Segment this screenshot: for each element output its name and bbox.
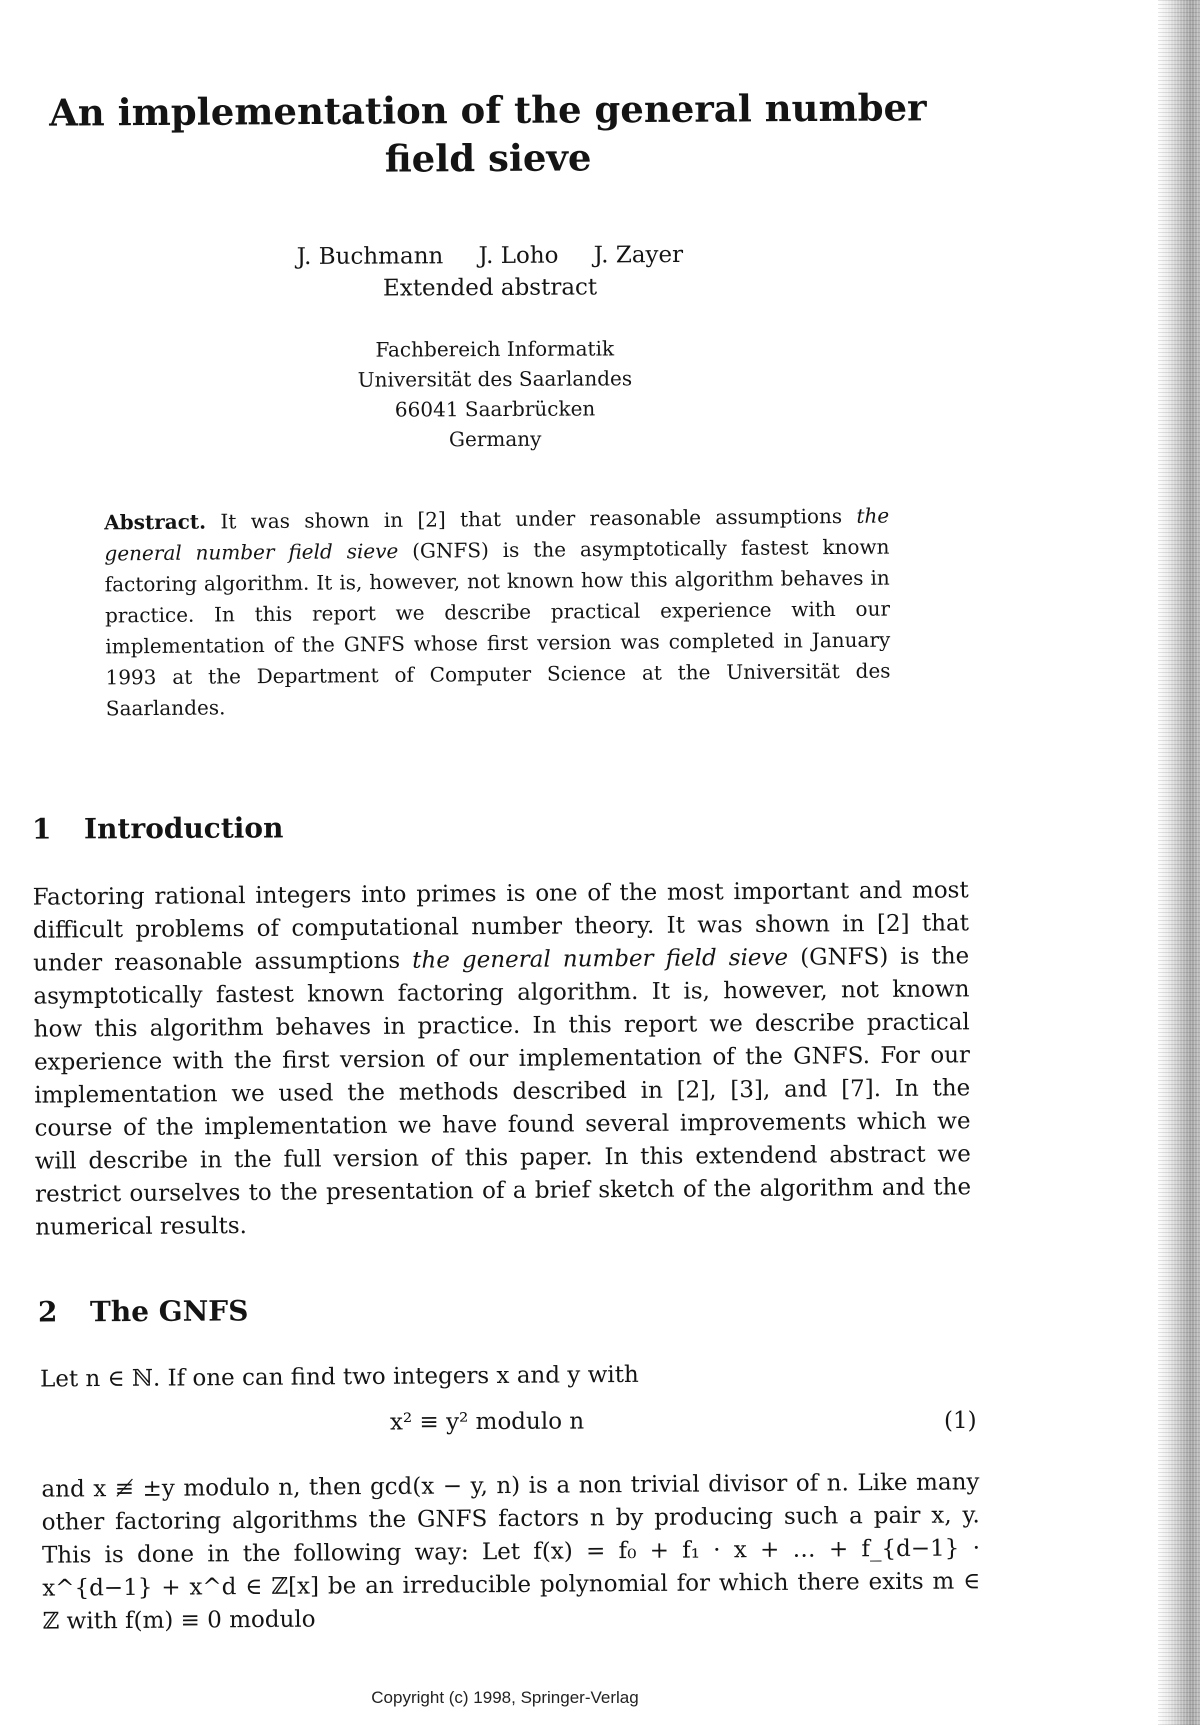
author-name: J. Buchmann <box>296 243 444 271</box>
intro-text-start: Factoring rational integers into primes is one of the most important and most difficult problems of computational number theory. It was shown in [2] that under reasonable assumptions <box>32 877 970 977</box>
affiliation-department: Fachbereich Informatik <box>375 336 615 362</box>
section-number: 1 <box>31 812 52 846</box>
section-number: 2 <box>37 1295 58 1329</box>
affiliation-country: Germany <box>448 426 542 452</box>
affiliation-university: Universität des Saarlandes <box>357 366 633 392</box>
scanned-page-edge-texture <box>1158 0 1200 1725</box>
copyright-footer: Copyright (c) 1998, Springer-Verlag <box>371 1688 639 1707</box>
abstract-emphasis: the general number field sieve <box>104 503 890 566</box>
equation-1: x² ≡ y² modulo n <box>389 1408 585 1436</box>
paper-subtitle: Extended abstract <box>382 274 598 302</box>
abstract <box>104 501 891 725</box>
section-heading-introduction <box>32 811 284 845</box>
abstract-label: Abstract. <box>104 509 207 535</box>
equation-number: (1) <box>944 1408 977 1434</box>
affiliation-city: 66041 Saarbrücken <box>394 396 596 422</box>
paper-title: An implementation of the general number field sieve <box>49 85 927 181</box>
abstract-text-start: It was shown in [2] that under reasonable assumptions <box>220 503 843 534</box>
section-title: Introduction <box>83 811 284 846</box>
abstract-text-end: (GNFS) is the asymptotically fastest known factoring algorithm. It is, however, not known how this algorithm behaves in practice. In this report we describe practical experience with our implementation of the GNFS whose first version was completed in January 1993 at the Department of Computer Science at the Universität des Saarlandes. <box>104 534 891 721</box>
section-heading-gnfs <box>38 1294 249 1328</box>
author-block <box>240 239 740 306</box>
section-title: The GNFS <box>89 1294 249 1329</box>
introduction-paragraph <box>33 874 972 1244</box>
author-name: J. Loho <box>478 242 559 270</box>
gnfs-intro-line: Let n ∈ ℕ. If one can find two integers x and y with <box>39 1361 639 1393</box>
intro-emphasis: the general number field sieve <box>412 944 789 974</box>
intro-text-end: (GNFS) is the asymptotically fastest known factoring algorithm. It is, however, not known how this algorithm behaves in practice. In this report we describe practical experience with the first version of our implementation of the GNFS. For our implementation we used the methods described in [2], [3], and [7]. In the course of the implementation we have found several improvements which we will describe in the full version of this paper. In this extendend abstract we restrict ourselves to the presentation of a brief sketch of the algorithm and the numerical results. <box>33 943 972 1241</box>
author-name: J. Zayer <box>593 241 684 269</box>
affiliation <box>300 333 691 455</box>
gnfs-paragraph: and x ≢ ±y modulo n, then gcd(x − y, n) is a non trivial divisor of n. Like many other factoring algorithms the GNFS factors n by producing such a pair x, y. This is done in the following way: Let f(x) = f₀ + f₁ · x + … + f_{d−1} · x^{d−1} + x^d ∈ ℤ[x] be an irreducible polynomial for which there exits m ∈ ℤ with f(m) ≡ 0 modulo <box>41 1469 981 1635</box>
author-list <box>240 239 740 274</box>
